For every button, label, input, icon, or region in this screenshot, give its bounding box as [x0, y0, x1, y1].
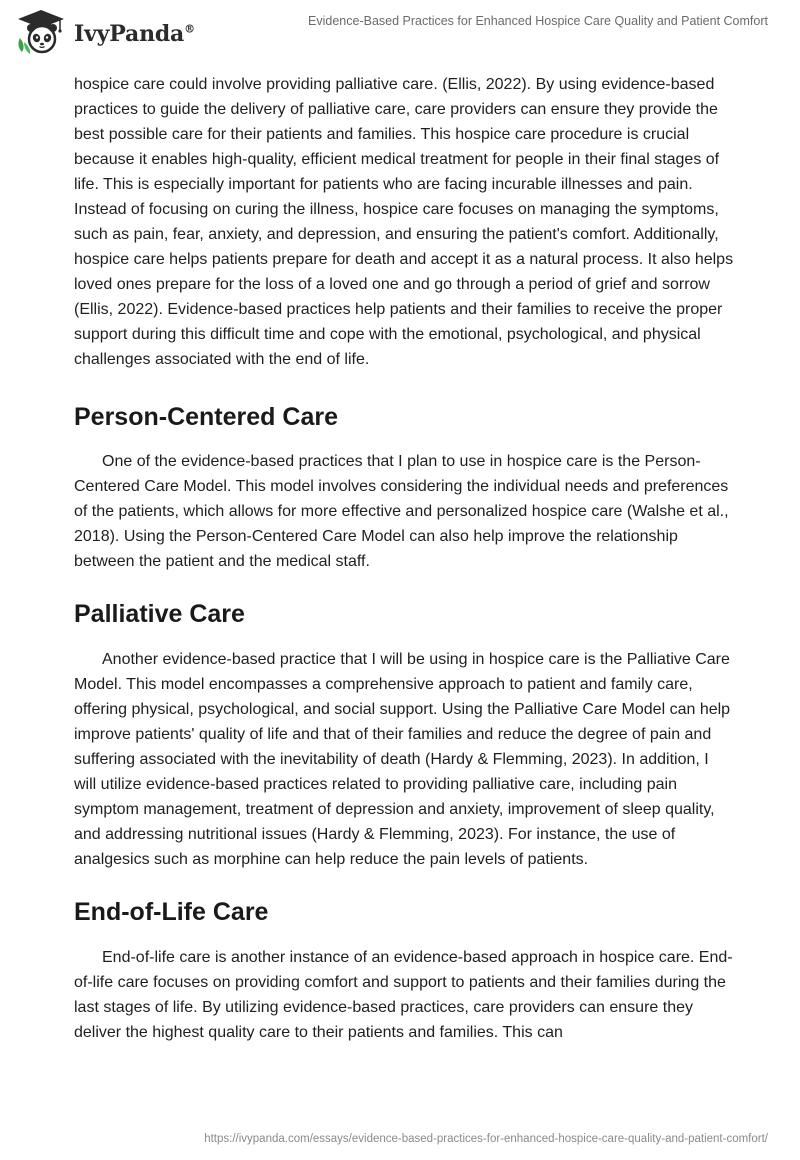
section-paragraph-palliative: Another evidence-based practice that I will be using in hospice care is the Palliative Care Model. This model encompasses a comprehensive approach to patient and family care, offering physical, psychological, and social support. Using the Palliative Care Model can help improve patients' quality of life and that of their families and reduce the degree of pain and suffering associated with the inevitability of death (Hardy & Flemming, 2023). In addition, I will utilize evidence-based practices related to providing palliative care, including pain symptom management, treatment of depression and anxiety, improvement of sleep quality, and addressing nutritional issues (Hardy & Flemming, 2023). For instance, the use of analgesics such as morphine can help reduce the pain levels of patients. [74, 651, 731, 868]
section-heading-person-centered: Person-Centered Care [74, 403, 338, 431]
ivypanda-logo[interactable] [14, 8, 195, 56]
section-paragraph-end-of-life: End-of-life care is another instance of an evidence-based approach in hospice care. End-of-life care focuses on providing comfort and support to patients and their families during the last stages of life. By utilizing evidence-based practices, care providers can ensure they deliver the highest quality care to their patients and families. This can [74, 949, 733, 1041]
document-title: Evidence-Based Practices for Enhanced Hospice Care Quality and Patient Comfort [308, 14, 768, 28]
page-header [0, 0, 800, 64]
panda-graduate-icon [14, 8, 68, 56]
source-url-link[interactable]: https://ivypanda.com/essays/evidence-based-practices-for-enhanced-hospice-care-quality-and-patient-comfort/ [204, 1133, 768, 1145]
logo-wordmark: IvyPanda® [74, 21, 195, 47]
section-paragraph-person-centered: One of the evidence-based practices that I plan to use in hospice care is the Person-Centered Care Model. This model involves considering the individual needs and preferences of the patients, which allows for more effective and personalized hospice care (Walshe et al., 2018). Using the Person-Centered Care Model can also help improve the relationship between the patient and the medical staff. [74, 453, 729, 570]
essay-body [74, 72, 734, 1045]
section-heading-palliative: Palliative Care [74, 600, 245, 628]
intro-paragraph: hospice care could involve providing palliative care. (Ellis, 2022). By using evidence-based practices to guide the delivery of palliative care, care providers can ensure they provide the best possible care for their patients and families. This hospice care procedure is crucial because it enables high-quality, efficient medical treatment for people in their final stages of life. This is especially important for patients who are facing incurable illnesses and pain. Instead of focusing on curing the illness, hospice care focuses on managing the symptoms, such as pain, fear, anxiety, and depression, and ensuring the patient's comfort. Additionally, hospice care helps patients prepare for death and accept it as a natural process. It also helps loved ones prepare for the loss of a loved one and go through a period of grief and sorrow (Ellis, 2022). Evidence-based practices help patients and their families to receive the proper support during this difficult time and cope with the emotional, psychological, and physical challenges associated with the end of life. [74, 76, 734, 368]
section-heading-end-of-life: End-of-Life Care [74, 898, 269, 926]
